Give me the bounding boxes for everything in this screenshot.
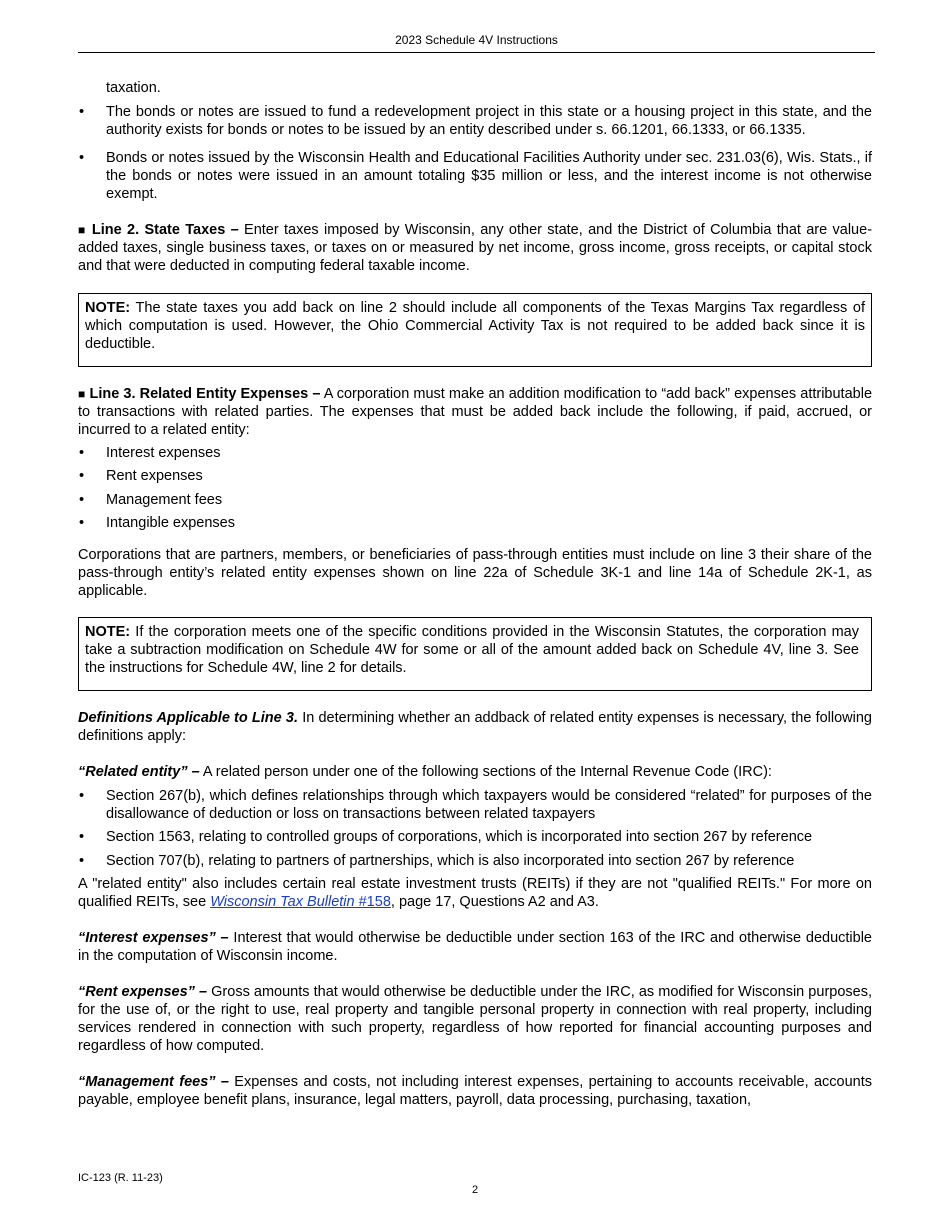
reit-paragraph — [78, 875, 872, 911]
tax-bulletin-link[interactable] — [210, 894, 391, 910]
line3-section — [78, 385, 872, 439]
line2-text: Enter taxes imposed by Wisconsin, any other state, and the District of Columbia that are value-added taxes, single business taxes, or taxes on or measured by net income, gross income, gross receipts, or capital stock and that were deducted in computing federal taxable income. — [78, 222, 873, 274]
rent-text: Gross amounts that would otherwise be deductible under the IRC, as modified for Wisconsin purposes, for the use of, or the right to use, real property and tangible personal property in connection with real property, including services rendered in connection with such property, regardless of how reported for financial accounting purposes and regardless of how computed. — [78, 984, 872, 1055]
interest-term: “Interest expenses” – — [78, 930, 229, 947]
management-fees-definition — [78, 1073, 872, 1109]
list-item: • Interest expenses — [78, 444, 872, 462]
line3-heading: Line 3. Related Entity Expenses – — [89, 386, 321, 402]
list-item: • Bonds or notes issued by the Wisconsin Health and Educational Facilities Authority under sec. 231.03(6), Wis. Stats., if the bonds or notes were issued in an amount totaling $35 million or less, and the interest income is not otherwise exempt. — [78, 149, 872, 203]
definitions-section — [78, 709, 872, 745]
tax-bulletin-link-title: Wisconsin Tax Bulletin — [210, 894, 355, 911]
definitions-text: In determining whether an addback of related entity expenses is necessary, the following definitions apply: — [78, 709, 872, 744]
interest-expenses-definition — [78, 929, 872, 965]
list-item: • Rent expenses — [78, 467, 872, 485]
rent-term: “Rent expenses” – — [78, 984, 208, 1001]
header-title: 2023 Schedule 4V Instructions — [395, 33, 558, 47]
rent-expenses-definition — [78, 983, 872, 1055]
tax-bulletin-link-number: #158 — [354, 894, 391, 911]
list-item: • The bonds or notes are issued to fund a redevelopment project in this state or a housing project in this state, and the authority exists for bonds or notes to be issued by an entity described under s. 66.1201, 66.1333, or 66.1335. — [78, 103, 872, 139]
list-item: • Section 1563, relating to controlled groups of corporations, which is incorporated into section 267 by reference — [78, 828, 872, 846]
square-bullet-icon: ■ — [78, 387, 86, 401]
square-bullet-icon: ■ — [78, 223, 87, 237]
note-text: The state taxes you add back on line 2 should include all components of the Texas Margins Tax regardless of which computation is used. However, the Ohio Commercial Activity Tax is not required to be added back since it is deductible. — [85, 300, 865, 352]
reit-text: A "related entity" also includes certain real estate investment trusts (REITs) if they are not "qualified REITs." For more on qualified REITs, see — [78, 876, 872, 911]
line2-section — [78, 221, 872, 275]
page-header — [78, 33, 875, 53]
line3-text: A corporation must make an addition modification to “add back” expenses attributable to transactions with related parties. The expenses that must be added back include the following, if paid, accrued, or incurred to a related entity: — [78, 386, 873, 438]
line2-heading: Line 2. State Taxes – — [91, 222, 239, 238]
form-identifier: IC-123 (R. 11-23) — [78, 1172, 163, 1184]
expense-types-list — [78, 444, 872, 532]
note-text: If the corporation meets one of the specific conditions provided in the Wisconsin Statutes, the corporation may take a subtraction modification on Schedule 4W for some or all of the amount added back on Schedule 4V, line 3. See the instructions for Schedule 4W, line 2 for details. — [85, 623, 859, 676]
note-box-state-taxes — [78, 293, 872, 367]
list-item: • Management fees — [78, 491, 872, 509]
note-box-subtraction — [78, 617, 872, 691]
reit-text-end: , page 17, Questions A2 and A3. — [390, 894, 599, 911]
page-number: 2 — [471, 1184, 479, 1196]
note-label: NOTE: — [85, 623, 131, 640]
related-entity-term: “Related entity” – — [78, 763, 200, 780]
irc-sections-list — [78, 787, 872, 870]
page-content — [78, 79, 872, 1109]
list-item: • Intangible expenses — [78, 514, 872, 532]
pass-through-paragraph: Corporations that are partners, members, or beneficiaries of pass-through entities must include on line 3 their share of the pass-through entity’s related entity expenses shown on line 22a of Schedule 3K-1 and line 14a of Schedule 2K-1, as applicable. — [78, 546, 872, 599]
note-label: NOTE: — [85, 300, 131, 316]
management-text: Expenses and costs, not including interest expenses, pertaining to accounts receivable, accounts payable, employee benefit plans, insurance, legal matters, payroll, data processing, purchasing, taxation, — [78, 1074, 872, 1109]
related-entity-definition — [78, 763, 872, 781]
management-term: “Management fees” – — [78, 1074, 229, 1091]
related-entity-text: A related person under one of the following sections of the Internal Revenue Code (IRC): — [199, 763, 772, 780]
definitions-heading: Definitions Applicable to Line 3. — [78, 709, 299, 726]
continuation-text: taxation. — [106, 80, 161, 96]
list-item: • Section 707(b), relating to partners of partnerships, which is also incorporated into section 267 by reference — [78, 852, 872, 870]
bond-conditions-list — [78, 103, 872, 203]
interest-text: Interest that would otherwise be deductible under section 163 of the IRC and otherwise deductible in the computation of Wisconsin income. — [78, 930, 872, 965]
list-item: • Section 267(b), which defines relationships through which taxpayers would be considered “related” for purposes of the disallowance of deduction or loss on transactions between related taxpayers — [78, 787, 872, 823]
